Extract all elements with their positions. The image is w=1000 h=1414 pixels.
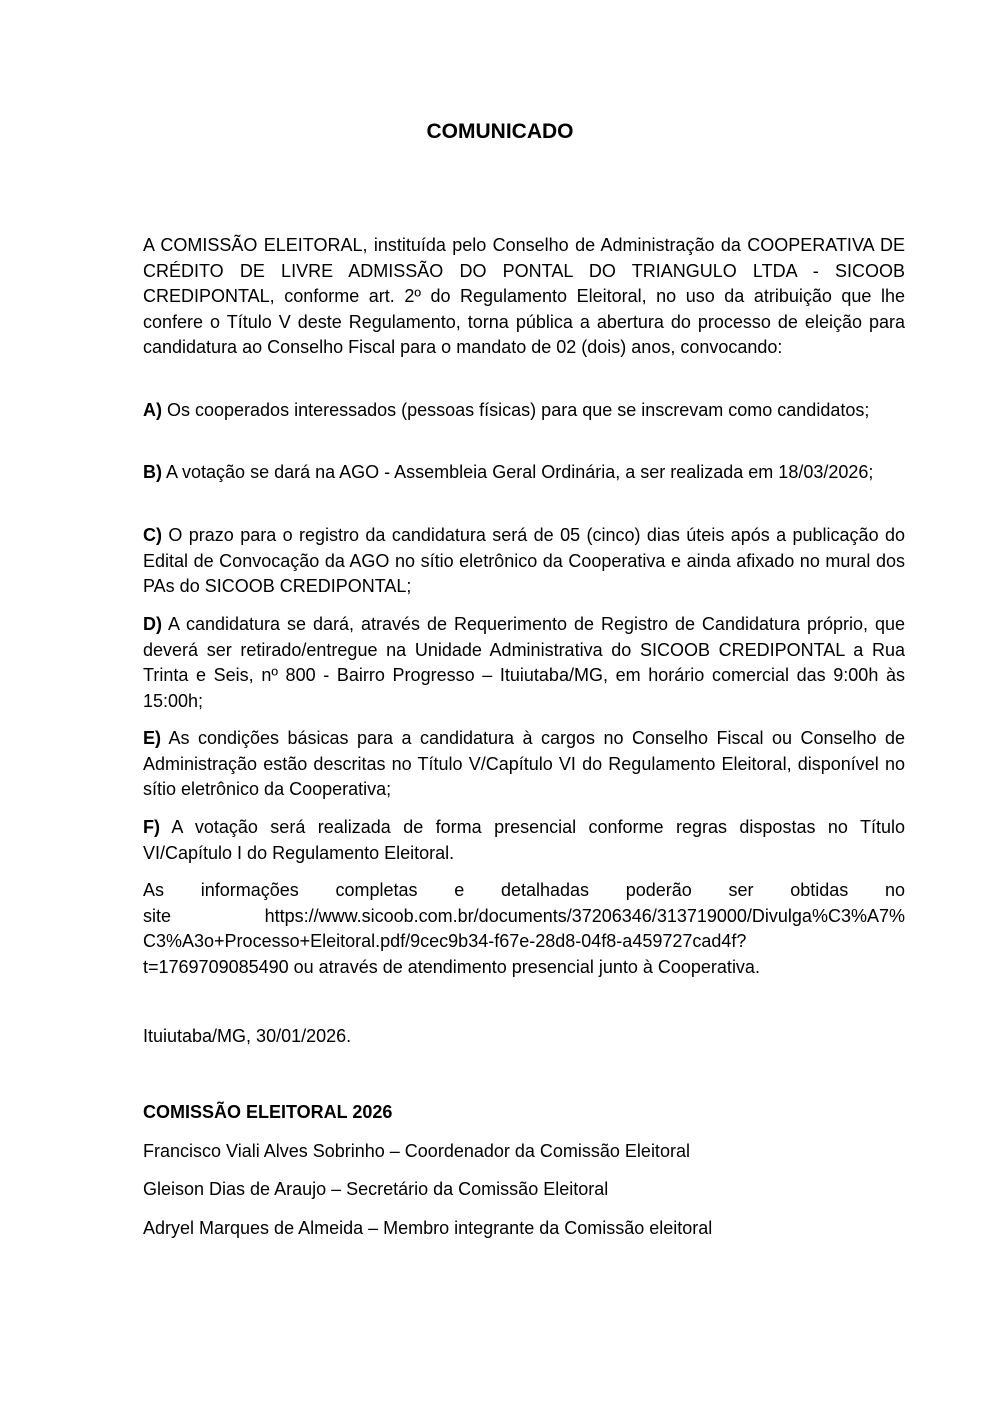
item-c: [143, 523, 905, 600]
committee-member: Gleison Dias de Araujo – Secretário da Comissão Eleitoral: [143, 1179, 609, 1199]
item-text: A votação será realizada de forma presencial conforme regras dispostas no Título VI/Capítulo I do Regulamento Eleitoral.: [143, 817, 905, 863]
item-d: [143, 612, 905, 714]
info-line: As informações completas e detalhadas poderão ser obtidas no: [143, 880, 905, 900]
info-paragraph: [143, 878, 905, 980]
item-label: A): [143, 400, 162, 420]
intro-paragraph: A COMISSÃO ELEITORAL, instituída pelo Conselho de Administração da COOPERATIVA DE CRÉDITO DE LIVRE ADMISSÃO DO PONTAL DO TRIANGULO LTDA - SICOOB CREDIPONTAL, conforme art. 2º do Regulamento Eleitoral, no uso da atribuição que lhe confere o Título V deste Regulamento, torna pública a abertura do processo de eleição para candidatura ao Conselho Fiscal para o mandato de 02 (dois) anos, convocando:: [143, 235, 905, 357]
item-label: B): [143, 462, 162, 482]
committee-member: Francisco Viali Alves Sobrinho – Coordenador da Comissão Eleitoral: [143, 1141, 690, 1161]
item-label: D): [143, 614, 162, 634]
info-link-line[interactable]: C3%A3o+Processo+Eleitoral.pdf/9cec9b34-f67e-28d8-04f8-a459727cad4f?: [143, 931, 747, 951]
item-text: O prazo para o registro da candidatura será de 05 (cinco) dias úteis após a publicação do Edital de Convocação da AGO no sítio eletrônico da Cooperativa e ainda afixado no mural dos PAs do SICOOB CREDIPONTAL;: [143, 525, 905, 596]
committee-member: Adryel Marques de Almeida – Membro integrante da Comissão eleitoral: [143, 1218, 713, 1238]
committee-heading: COMISSÃO ELEITORAL 2026: [143, 1102, 393, 1122]
item-f: [143, 815, 905, 866]
item-text: Os cooperados interessados (pessoas físicas) para que se inscrevam como candidatos;: [162, 400, 870, 420]
info-line: t=1769709085490 ou através de atendimento presencial junto à Cooperativa.: [143, 956, 760, 977]
item-b: [143, 460, 905, 486]
item-text: A candidatura se dará, através de Requerimento de Registro de Candidatura próprio, que deverá ser retirado/entregue na Unidade Administrativa do SICOOB CREDIPONTAL a Rua Trinta e Seis, nº 800 - Bairro Progresso – Ituiutaba/MG, em horário comercial das 9:00h às 15:00h;: [143, 614, 905, 711]
info-link-line[interactable]: site https://www.sicoob.com.br/documents/37206346/313719000/Divulga%C3%A7%: [143, 905, 905, 926]
item-text: A votação se dará na AGO - Assembleia Geral Ordinária, a ser realizada em 18/03/2026;: [162, 462, 874, 482]
item-label: E): [143, 728, 161, 748]
item-text: As condições básicas para a candidatura à cargos no Conselho Fiscal ou Conselho de Administração estão descritas no Título V/Capítulo VI do Regulamento Eleitoral, disponível no sítio eletrônico da Cooperativa;: [143, 728, 905, 799]
item-a: [143, 398, 905, 424]
item-label: C): [143, 525, 162, 545]
item-e: [143, 726, 905, 803]
document-title: COMUNICADO: [426, 120, 574, 143]
item-label: F): [143, 817, 160, 837]
date-place: Ituiutaba/MG, 30/01/2026.: [143, 1026, 352, 1046]
